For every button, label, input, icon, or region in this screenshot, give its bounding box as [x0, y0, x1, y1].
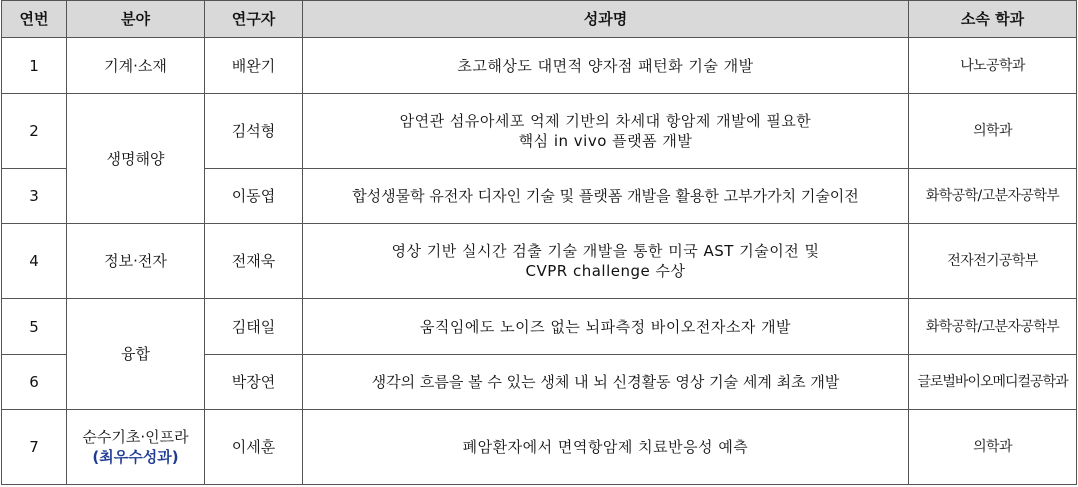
row-field	[67, 410, 205, 485]
row-no: 2	[2, 94, 67, 169]
field-name: 순수기초·인프라	[82, 428, 189, 446]
result-line: 폐암환자에서 면역항암제 치료반응성 예측	[462, 438, 749, 456]
result-line: 초고해상도 대면적 양자점 패턴화 기술 개발	[457, 56, 754, 75]
row-dept: 글로벌바이오메디컬공학과	[909, 355, 1077, 410]
row-researcher: 이세훈	[205, 410, 303, 485]
row-dept: 의학과	[909, 410, 1077, 485]
row-result	[303, 355, 909, 410]
table-row	[2, 38, 1077, 94]
row-result	[303, 410, 909, 485]
row-result	[303, 224, 909, 299]
row-field: 정보·전자	[67, 224, 205, 299]
row-no: 7	[2, 410, 67, 485]
table-row	[2, 224, 1077, 299]
header-researcher: 연구자	[205, 1, 303, 38]
row-no: 3	[2, 169, 67, 224]
row-no: 1	[2, 38, 67, 94]
row-dept: 나노공학과	[909, 38, 1077, 94]
row-dept: 화학공학/고분자공학부	[909, 299, 1077, 355]
row-dept: 의학과	[909, 94, 1077, 169]
header-field: 분야	[67, 1, 205, 38]
result-line: 합성생물학 유전자 디자인 기술 및 플랫폼 개발을 활용한 고부가가치 기술이전	[352, 187, 859, 205]
result-line: CVPR challenge 수상	[525, 262, 686, 280]
result-line: 핵심 in vivo 플랫폼 개발	[518, 132, 693, 150]
row-dept: 전자전기공학부	[909, 224, 1077, 299]
table-row	[2, 410, 1077, 485]
table-row	[2, 94, 1077, 169]
row-researcher: 배완기	[205, 38, 303, 94]
row-field: 생명해양	[67, 94, 205, 224]
research-results-table	[1, 0, 1077, 485]
row-result	[303, 38, 909, 94]
results-table-container	[1, 0, 1077, 485]
row-result	[303, 94, 909, 169]
row-result	[303, 299, 909, 355]
row-result	[303, 169, 909, 224]
row-no: 4	[2, 224, 67, 299]
header-row	[2, 1, 1077, 38]
table-row	[2, 299, 1077, 355]
result-line: 암연관 섬유아세포 억제 기반의 차세대 항암제 개발에 필요한	[399, 112, 812, 130]
result-line: 영상 기반 실시간 검출 기술 개발을 통한 미국 AST 기술이전 및	[391, 242, 820, 260]
row-researcher: 이동엽	[205, 169, 303, 224]
result-line: 움직임에도 노이즈 없는 뇌파측정 바이오전자소자 개발	[419, 317, 792, 336]
header-no: 연번	[2, 1, 67, 38]
row-field: 기계·소재	[67, 38, 205, 94]
result-line: 생각의 흐름을 볼 수 있는 생체 내 뇌 신경활동 영상 기술 세계 최초 개발	[371, 373, 840, 391]
row-researcher: 김태일	[205, 299, 303, 355]
row-no: 5	[2, 299, 67, 355]
row-researcher: 전재욱	[205, 224, 303, 299]
best-result-badge: (최우수성과)	[92, 448, 179, 466]
row-researcher: 김석형	[205, 94, 303, 169]
row-dept: 화학공학/고분자공학부	[909, 169, 1077, 224]
row-field: 융합	[67, 299, 205, 410]
header-dept: 소속 학과	[909, 1, 1077, 38]
header-result: 성과명	[303, 1, 909, 38]
row-researcher: 박장연	[205, 355, 303, 410]
row-no: 6	[2, 355, 67, 410]
